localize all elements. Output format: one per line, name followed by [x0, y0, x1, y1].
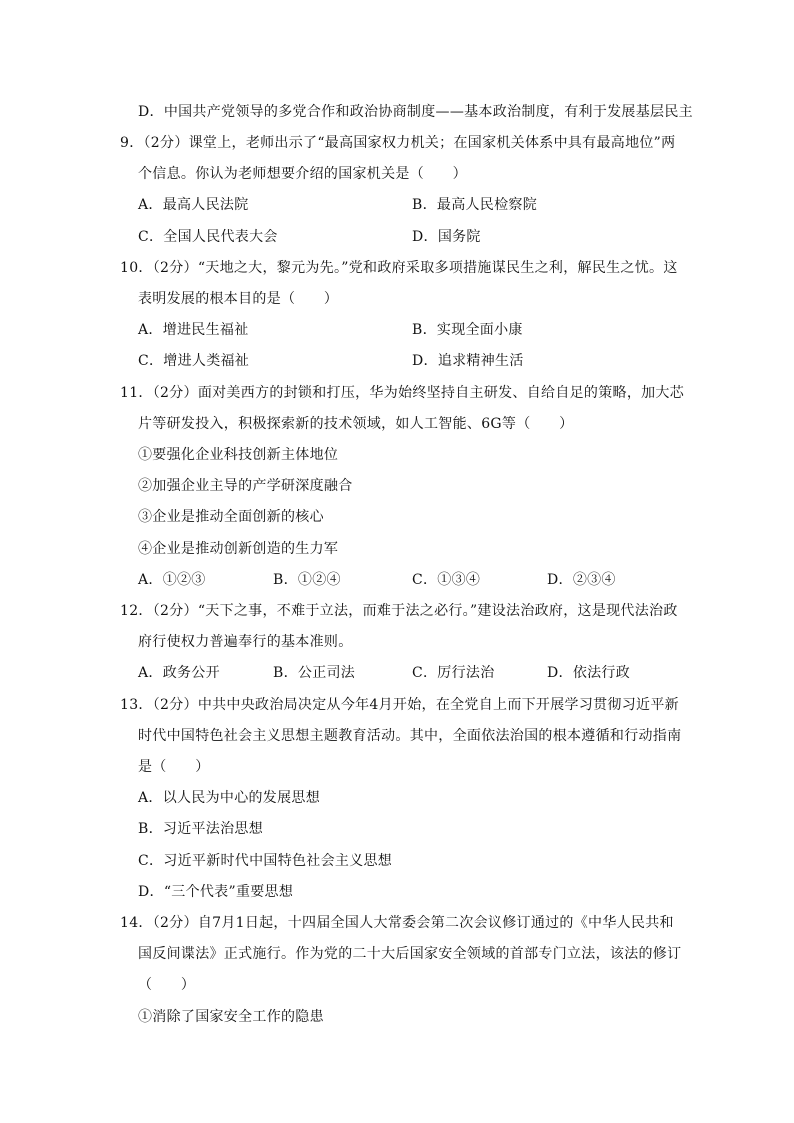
- q13-option-b: B．习近平法治思想: [138, 821, 263, 837]
- q11-statement-2: ②加强企业主导的产学研深度融合: [138, 478, 353, 494]
- q11-option-c: C．①③④: [412, 572, 481, 588]
- q9-option-d: D．国务院: [412, 229, 481, 245]
- q11-statement-4: ④企业是推动创新创造的生力军: [138, 541, 339, 557]
- q9-stem-line2: 个信息。你认为老师想要介绍的国家机关是（ ）: [138, 166, 467, 182]
- q11-stem-line1: 11．（2分）面对美西方的封锁和打压，华为始终坚持自主研发、自给自足的策略，加大芯: [120, 385, 685, 401]
- q13-option-c: C．习近平新时代中国特色社会主义思想: [138, 853, 393, 869]
- q10-option-a: A．增进民生福祉: [138, 322, 249, 338]
- q12-option-c: C．厉行法治: [412, 665, 495, 681]
- q11-option-d: D．②③④: [547, 572, 616, 588]
- q13-stem-line3: 是（ ）: [138, 759, 210, 775]
- q11-option-a: A．①②③: [138, 572, 206, 588]
- q11-statement-3: ③企业是推动全面创新的核心: [138, 509, 324, 525]
- q11-option-b: B．①②④: [273, 572, 341, 588]
- q12-option-a: A．政务公开: [138, 665, 220, 681]
- q10-option-d: D．追求精神生活: [412, 353, 524, 369]
- q14-statement-1: ①消除了国家安全工作的隐患: [138, 1009, 324, 1025]
- q13-option-a: A．以人民为中心的发展思想: [138, 790, 321, 806]
- q13-stem-line2: 时代中国特色社会主义思想主题教育活动。其中，全面依法治国的根本遵循和行动指南: [138, 728, 682, 744]
- q14-stem-line1: 14．（2分）自7月1日起，十四届全国人大常委会第二次会议修订通过的《中华人民共和: [120, 915, 674, 931]
- q13-option-d: D．“三个代表”重要思想: [138, 884, 294, 900]
- q11-statement-1: ①要强化企业科技创新主体地位: [138, 447, 339, 463]
- q10-stem-line1: 10．（2分）“天地之大，黎元为先。”党和政府采取多项措施谋民生之利，解民生之忧。这: [120, 260, 678, 276]
- q10-stem-line2: 表明发展的根本目的是（ ）: [138, 291, 339, 307]
- q8-option-d: D．中国共产党领导的多党合作和政治协商制度——基本政治制度，有利于发展基层民主: [138, 104, 693, 120]
- q13-stem-line1: 13．（2分）中共中央政治局决定从今年4月开始，在全党自上而下开展学习贯彻习近平新: [120, 697, 679, 713]
- q14-stem-line3: （ ）: [138, 977, 196, 993]
- q9-option-b: B．最高人民检察院: [412, 197, 537, 213]
- q12-stem-line2: 府行使权力普遍奉行的基本准则。: [138, 634, 353, 650]
- q9-stem-line1: 9．（2分）课堂上，老师出示了“最高国家权力机关；在国家机关体系中具有最高地位”两: [120, 135, 676, 151]
- q9-option-a: A．最高人民法院: [138, 197, 249, 213]
- q12-option-b: B．公正司法: [273, 665, 356, 681]
- q10-option-b: B．实现全面小康: [412, 322, 523, 338]
- q9-option-c: C．全国人民代表大会: [138, 229, 278, 245]
- q12-stem-line1: 12．（2分）“天下之事，不难于立法，而难于法之必行。”建设法治政府，这是现代法治政: [120, 603, 678, 619]
- q14-stem-line2: 国反间谍法》正式施行。作为党的二十大后国家安全领域的首部专门立法，该法的修订: [138, 946, 682, 962]
- q12-option-d: D．依法行政: [547, 665, 631, 681]
- q10-option-c: C．增进人类福祉: [138, 353, 250, 369]
- q11-stem-line2: 片等研发投入，积极探索新的技术领域，如人工智能、6G等（ ）: [138, 416, 574, 432]
